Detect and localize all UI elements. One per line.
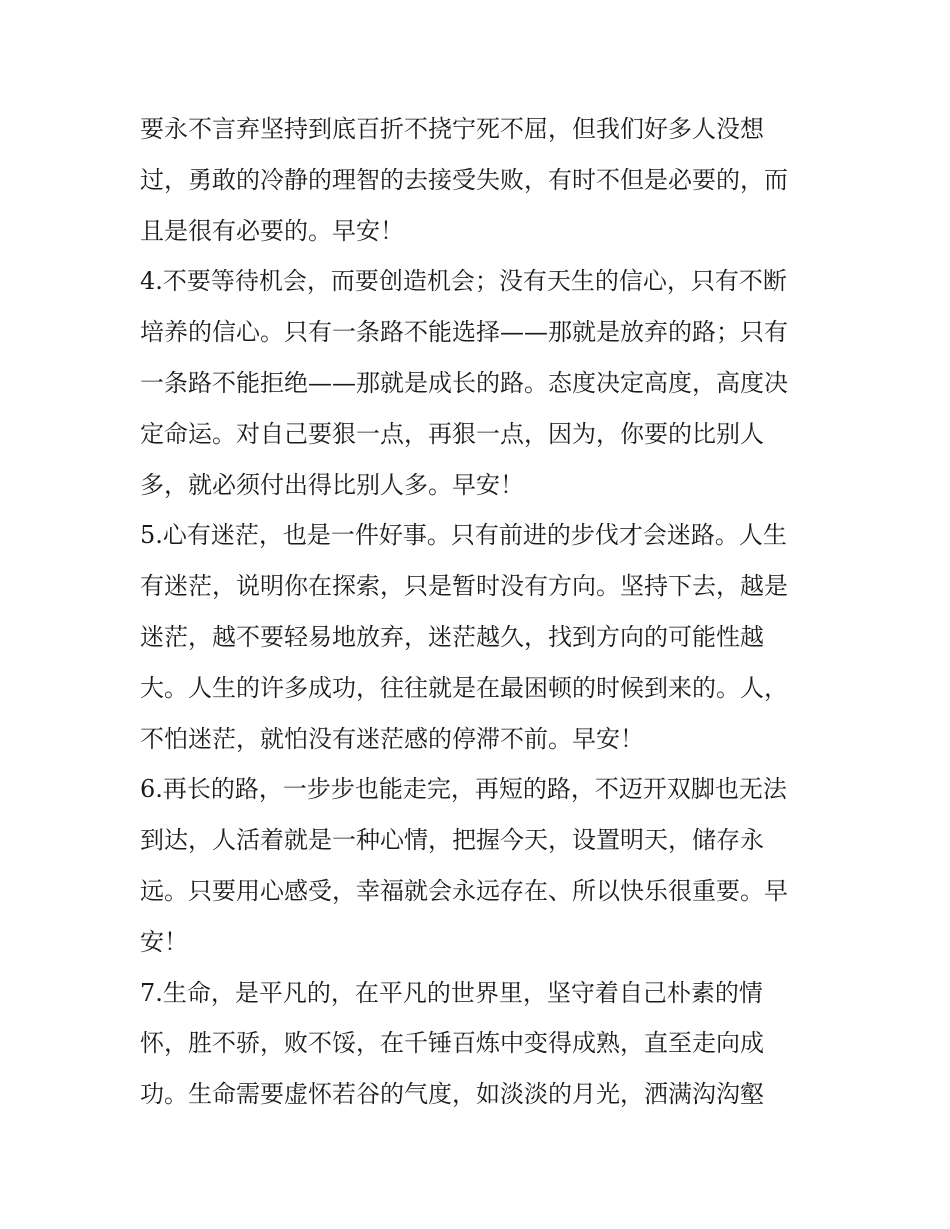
text-line: 定命运。对自己要狠一点，再狠一点，因为，你要的比别人: [140, 419, 764, 448]
text-line: 4.不要等待机会，而要创造机会；没有天生的信心，只有不断: [140, 267, 787, 296]
text-line: 到达，人活着就是一种心情，把握今天，设置明天，储存永: [140, 826, 764, 855]
text-line: 7.生命，是平凡的，在平凡的世界里，坚守着自己朴素的情: [140, 978, 763, 1007]
text-line: 培养的信心。只有一条路不能选择——那就是放弃的路；只有: [140, 318, 788, 347]
text-line: 且是很有必要的。早安！: [140, 216, 404, 245]
text-line: 安！: [140, 927, 188, 956]
text-line: 远。只要用心感受，幸福就会永远存在、所以快乐很重要。早: [140, 876, 788, 905]
text-line: 功。生命需要虚怀若谷的气度，如淡淡的月光，洒满沟沟壑: [140, 1080, 764, 1109]
body-text: [140, 104, 830, 1120]
text-line: 多，就必须付出得比别人多。早安！: [140, 470, 524, 499]
text-line: 怀，胜不骄，败不馁，在千锤百炼中变得成熟，直至走向成: [140, 1029, 764, 1058]
text-line: 要永不言弃坚持到底百折不挠宁死不屈，但我们好多人没想: [140, 115, 764, 143]
text-line: 迷茫，越不要轻易地放弃，迷茫越久，找到方向的可能性越: [140, 622, 764, 651]
text-line: 5.心有迷茫，也是一件好事。只有前进的步伐才会迷路。人生: [140, 521, 787, 550]
text-line: 6.再长的路，一步步也能走完，再短的路，不迈开双脚也无法: [140, 775, 787, 804]
text-line: 一条路不能拒绝——那就是成长的路。态度决定高度，高度决: [140, 368, 788, 397]
text-line: 大。人生的许多成功，往往就是在最困顿的时候到来的。人，: [140, 673, 788, 702]
text-line: 过，勇敢的冷静的理智的去接受失败，有时不但是必要的，而: [140, 165, 788, 194]
text-line: 不怕迷茫，就怕没有迷茫感的停滞不前。早安！: [140, 724, 644, 753]
text-line: 有迷茫，说明你在探索，只是暂时没有方向。坚持下去，越是: [140, 572, 788, 601]
